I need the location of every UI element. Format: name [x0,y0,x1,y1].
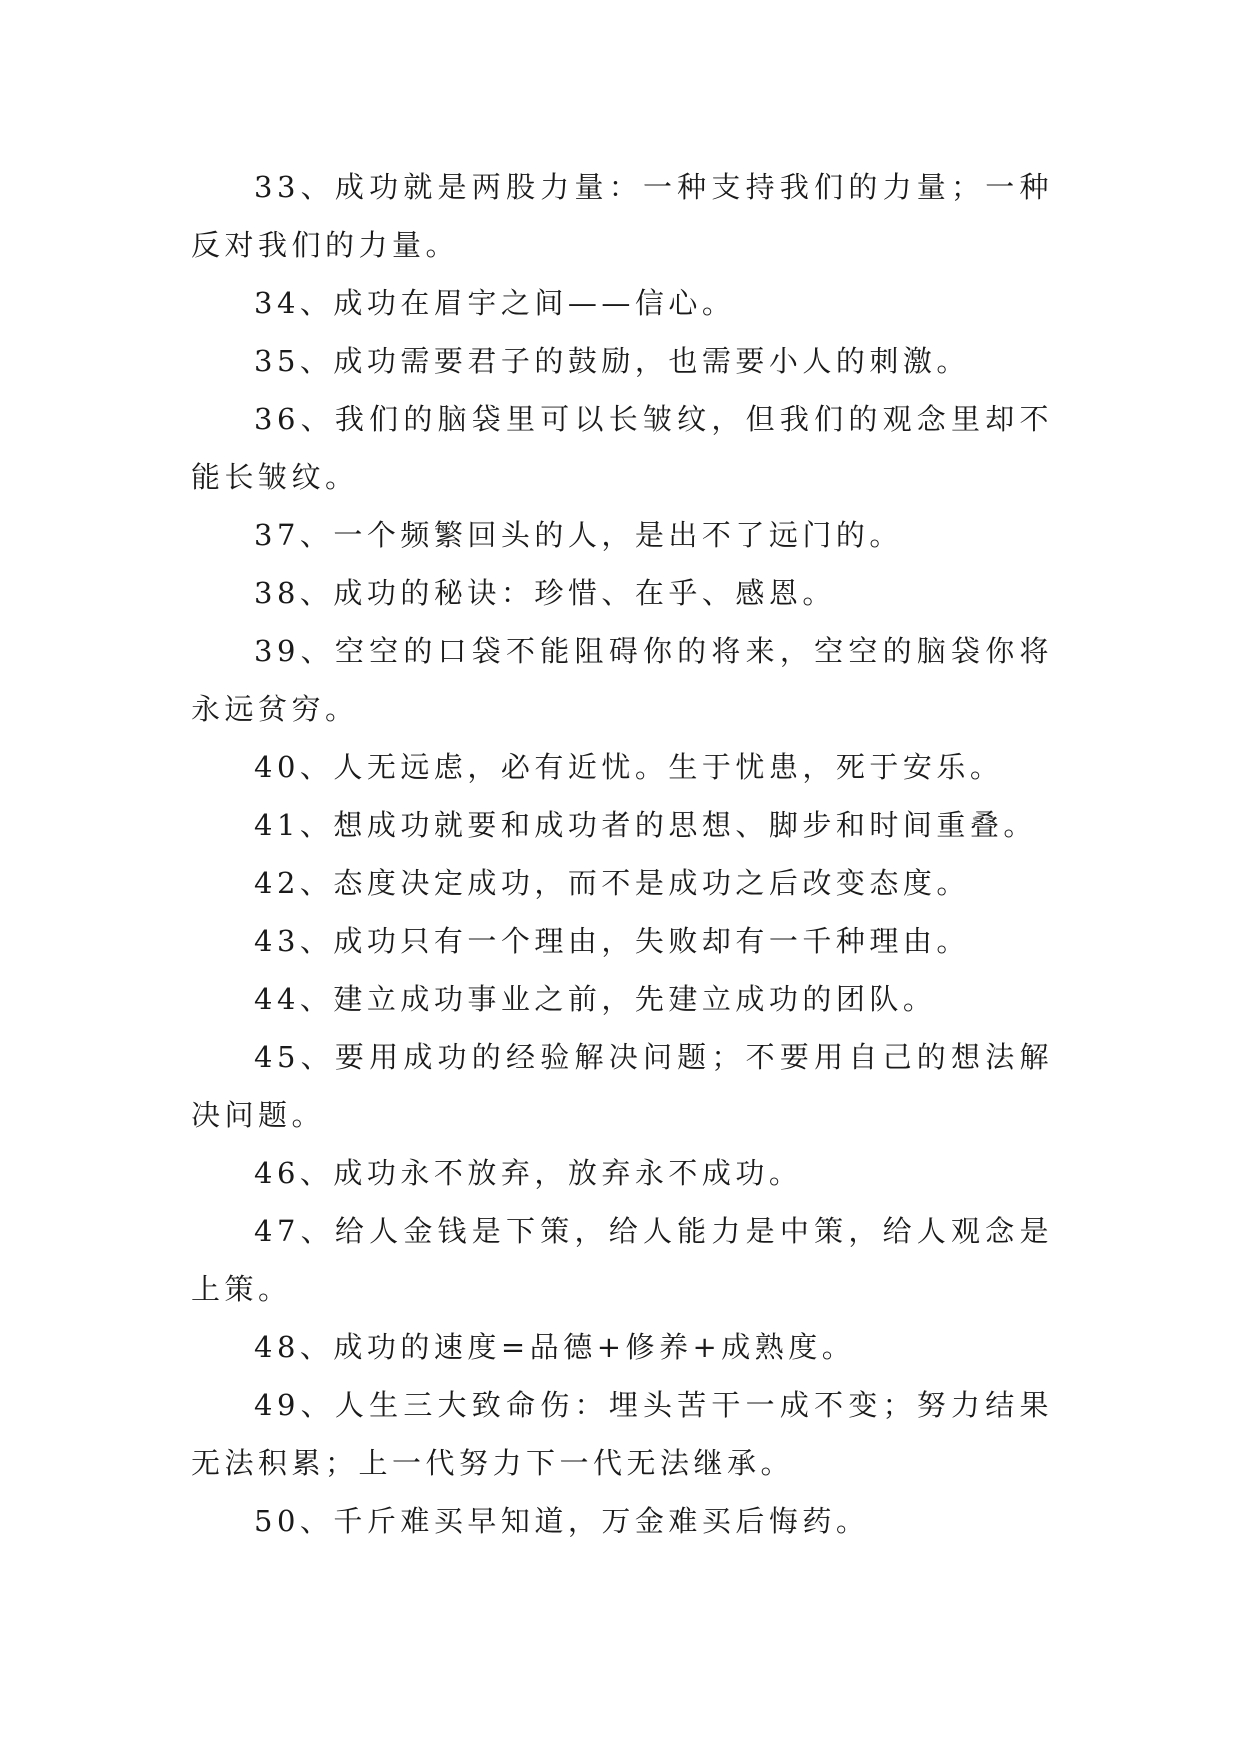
paragraph-38: 38、成功的秘诀：珍惜、在乎、感恩。 [254,576,836,610]
paragraph-47: 47、给人金钱是下策，给人能力是中策，给人观念是上策。 [191,1214,1053,1306]
paragraph-33: 33、成功就是两股力量：一种支持我们的力量；一种反对我们的力量。 [191,170,1053,262]
paragraph-40: 40、人无远虑，必有近忧。生于忧患，死于安乐。 [254,750,1004,784]
document-body [191,158,1053,1550]
paragraph-45: 45、要用成功的经验解决问题；不要用自己的想法解决问题。 [191,1040,1053,1132]
paragraph-41: 41、想成功就要和成功者的思想、脚步和时间重叠。 [254,808,1037,842]
paragraph-43: 43、成功只有一个理由，失败却有一千种理由。 [254,924,970,958]
paragraph-49: 49、人生三大致命伤：埋头苦干一成不变；努力结果无法积累；上一代努力下一代无法继承。 [191,1388,1053,1480]
paragraph-50: 50、千斤难买早知道，万金难买后悔药。 [254,1504,870,1538]
paragraph-39: 39、空空的口袋不能阻碍你的将来，空空的脑袋你将永远贫穷。 [191,634,1053,726]
paragraph-37: 37、一个频繁回头的人，是出不了远门的。 [254,518,903,552]
paragraph-34: 34、成功在眉宇之间——信心。 [254,286,736,320]
paragraph-44: 44、建立成功事业之前，先建立成功的团队。 [254,982,937,1016]
paragraph-36: 36、我们的脑袋里可以长皱纹，但我们的观念里却不能长皱纹。 [191,402,1053,494]
paragraph-46: 46、成功永不放弃，放弃永不成功。 [254,1156,803,1190]
paragraph-35: 35、成功需要君子的鼓励，也需要小人的刺激。 [254,344,970,378]
paragraph-48: 48、成功的速度=品德+修养+成熟度。 [254,1330,856,1364]
paragraph-42: 42、态度决定成功，而不是成功之后改变态度。 [254,866,970,900]
